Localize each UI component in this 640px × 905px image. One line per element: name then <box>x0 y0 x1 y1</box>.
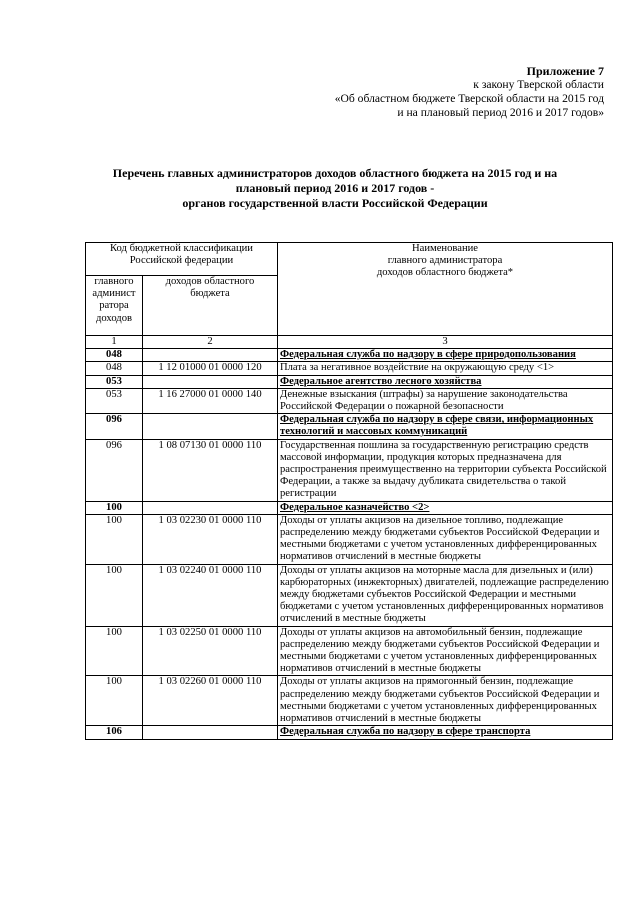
header-admin-line-2: админист <box>92 288 136 300</box>
administrator-name-cell: Федеральное казначейство <2> <box>278 501 613 514</box>
administrator-code-cell: 100 <box>86 501 143 514</box>
appendix-line-1: к закону Тверской области <box>473 78 604 91</box>
revenue-code-cell <box>143 501 278 514</box>
header-name-line-1: Наименование <box>412 243 478 254</box>
header-classification-code: Код бюджетной классификации Российской федерации <box>86 243 278 276</box>
administrator-name-cell: Государственная пошлина за государственную регистрацию средств массовой информации, продукция которых предназначена для распространения преимущественно на территории субъекта Российской Федерации, а также за выдачу дубликата свидетельства о такой регистрации <box>278 439 613 501</box>
column-number-3: 3 <box>278 336 613 349</box>
revenue-code-cell: 1 03 02230 01 0000 110 <box>143 514 278 564</box>
document-title <box>60 166 610 211</box>
header-revenue-code: доходов областного бюджета <box>143 276 278 336</box>
administrator-code-cell: 096 <box>86 439 143 501</box>
header-administrator-code <box>86 276 143 336</box>
administrator-code-cell: 100 <box>86 626 143 676</box>
administrator-name-cell: Доходы от уплаты акцизов на моторные масла для дизельных и (или) карбюраторных (инжекторных) двигателей, подлежащие распределению между бюджетами субъектов Российской Федерации и местными бюджетами с учетом установленных дифференцированных нормативов отчислений в местные бюджеты <box>278 564 613 626</box>
table-row-organization <box>86 501 613 514</box>
administrator-code-cell: 100 <box>86 676 143 726</box>
administrator-code-cell: 048 <box>86 362 143 375</box>
column-number-2: 2 <box>143 336 278 349</box>
administrator-name-cell: Федеральная служба по надзору в сфере связи, информационных технологий и массовых коммуникаций <box>278 414 613 439</box>
revenue-code-cell: 1 12 01000 01 0000 120 <box>143 362 278 375</box>
administrator-code-cell: 053 <box>86 375 143 388</box>
administrator-name-cell: Доходы от уплаты акцизов на автомобильный бензин, подлежащие распределению между бюджетами субъектов Российской Федерации и местными бюджетами с учетом установленных дифференцированных нормативов отчислений в местные бюджеты <box>278 626 613 676</box>
table-row <box>86 362 613 375</box>
appendix-line-2: «Об областном бюджете Тверской области на 2015 год <box>334 92 604 105</box>
table-row-organization <box>86 349 613 362</box>
revenue-code-cell <box>143 375 278 388</box>
administrator-name-cell: Доходы от уплаты акцизов на прямогонный бензин, подлежащие распределению между бюджетами субъектов Российской Федерации и местными бюджетами с учетом установленных дифференцированных нормативов отчислений в местные бюджеты <box>278 676 613 726</box>
revenue-code-cell: 1 08 07130 01 0000 110 <box>143 439 278 501</box>
administrator-code-cell: 106 <box>86 726 143 739</box>
table-row-organization <box>86 726 613 739</box>
revenue-code-cell <box>143 726 278 739</box>
header-name-line-2: главного администратора <box>387 255 503 267</box>
revenue-code-cell <box>143 349 278 362</box>
table-row <box>86 439 613 501</box>
revenue-code-cell: 1 03 02250 01 0000 110 <box>143 626 278 676</box>
administrator-code-cell: 100 <box>86 514 143 564</box>
table-row <box>86 564 613 626</box>
table-row <box>86 514 613 564</box>
header-name-line-3: доходов областного бюджета* <box>376 267 514 279</box>
table-row-organization <box>86 414 613 439</box>
document-title-line-3: органов государственной власти Российской Федерации <box>182 196 488 210</box>
header-name-column <box>278 243 613 336</box>
administrator-name-cell: Плата за негативное воздействие на окружающую среду <1> <box>278 362 613 375</box>
administrator-name-cell: Федеральная служба по надзору в сфере транспорта <box>278 726 613 739</box>
table-row <box>86 388 613 413</box>
administrator-code-cell: 100 <box>86 564 143 626</box>
header-admin-line-3: ратора <box>99 300 129 312</box>
revenue-code-cell: 1 03 02260 01 0000 110 <box>143 676 278 726</box>
administrator-code-cell: 053 <box>86 388 143 413</box>
appendix-line-3: и на плановый период 2016 и 2017 годов» <box>397 106 604 119</box>
revenue-code-cell <box>143 414 278 439</box>
appendix-block <box>335 64 604 120</box>
header-admin-line-1: главного <box>94 276 134 287</box>
document-title-line-1: Перечень главных администраторов доходов областного бюджета на 2015 год и на <box>112 166 558 180</box>
header-row-group <box>86 243 613 276</box>
table-row <box>86 626 613 676</box>
table-row <box>86 676 613 726</box>
administrator-code-cell: 048 <box>86 349 143 362</box>
header-row-numbers <box>86 336 613 349</box>
header-admin-line-4: доходов <box>96 312 132 324</box>
administrator-name-cell: Денежные взыскания (штрафы) за нарушение законодательства Российской Федерации о пожарной безопасности <box>278 388 613 413</box>
appendix-title: Приложение 7 <box>526 64 604 78</box>
administrator-code-cell: 096 <box>86 414 143 439</box>
administrator-name-cell: Доходы от уплаты акцизов на дизельное топливо, подлежащие распределению между бюджетами субъектов Российской Федерации и местными бюджетами с учетом установленных дифференцированных нормативов отчислений в местные бюджеты <box>278 514 613 564</box>
column-number-1: 1 <box>86 336 143 349</box>
revenue-code-cell: 1 03 02240 01 0000 110 <box>143 564 278 626</box>
table-row-organization <box>86 375 613 388</box>
administrator-name-cell: Федеральная служба по надзору в сфере природопользования <box>278 349 613 362</box>
document-title-line-2: плановый период 2016 и 2017 годов - <box>235 181 435 195</box>
administrators-table <box>85 242 613 740</box>
revenue-code-cell: 1 16 27000 01 0000 140 <box>143 388 278 413</box>
administrator-name-cell: Федеральное агентство лесного хозяйства <box>278 375 613 388</box>
